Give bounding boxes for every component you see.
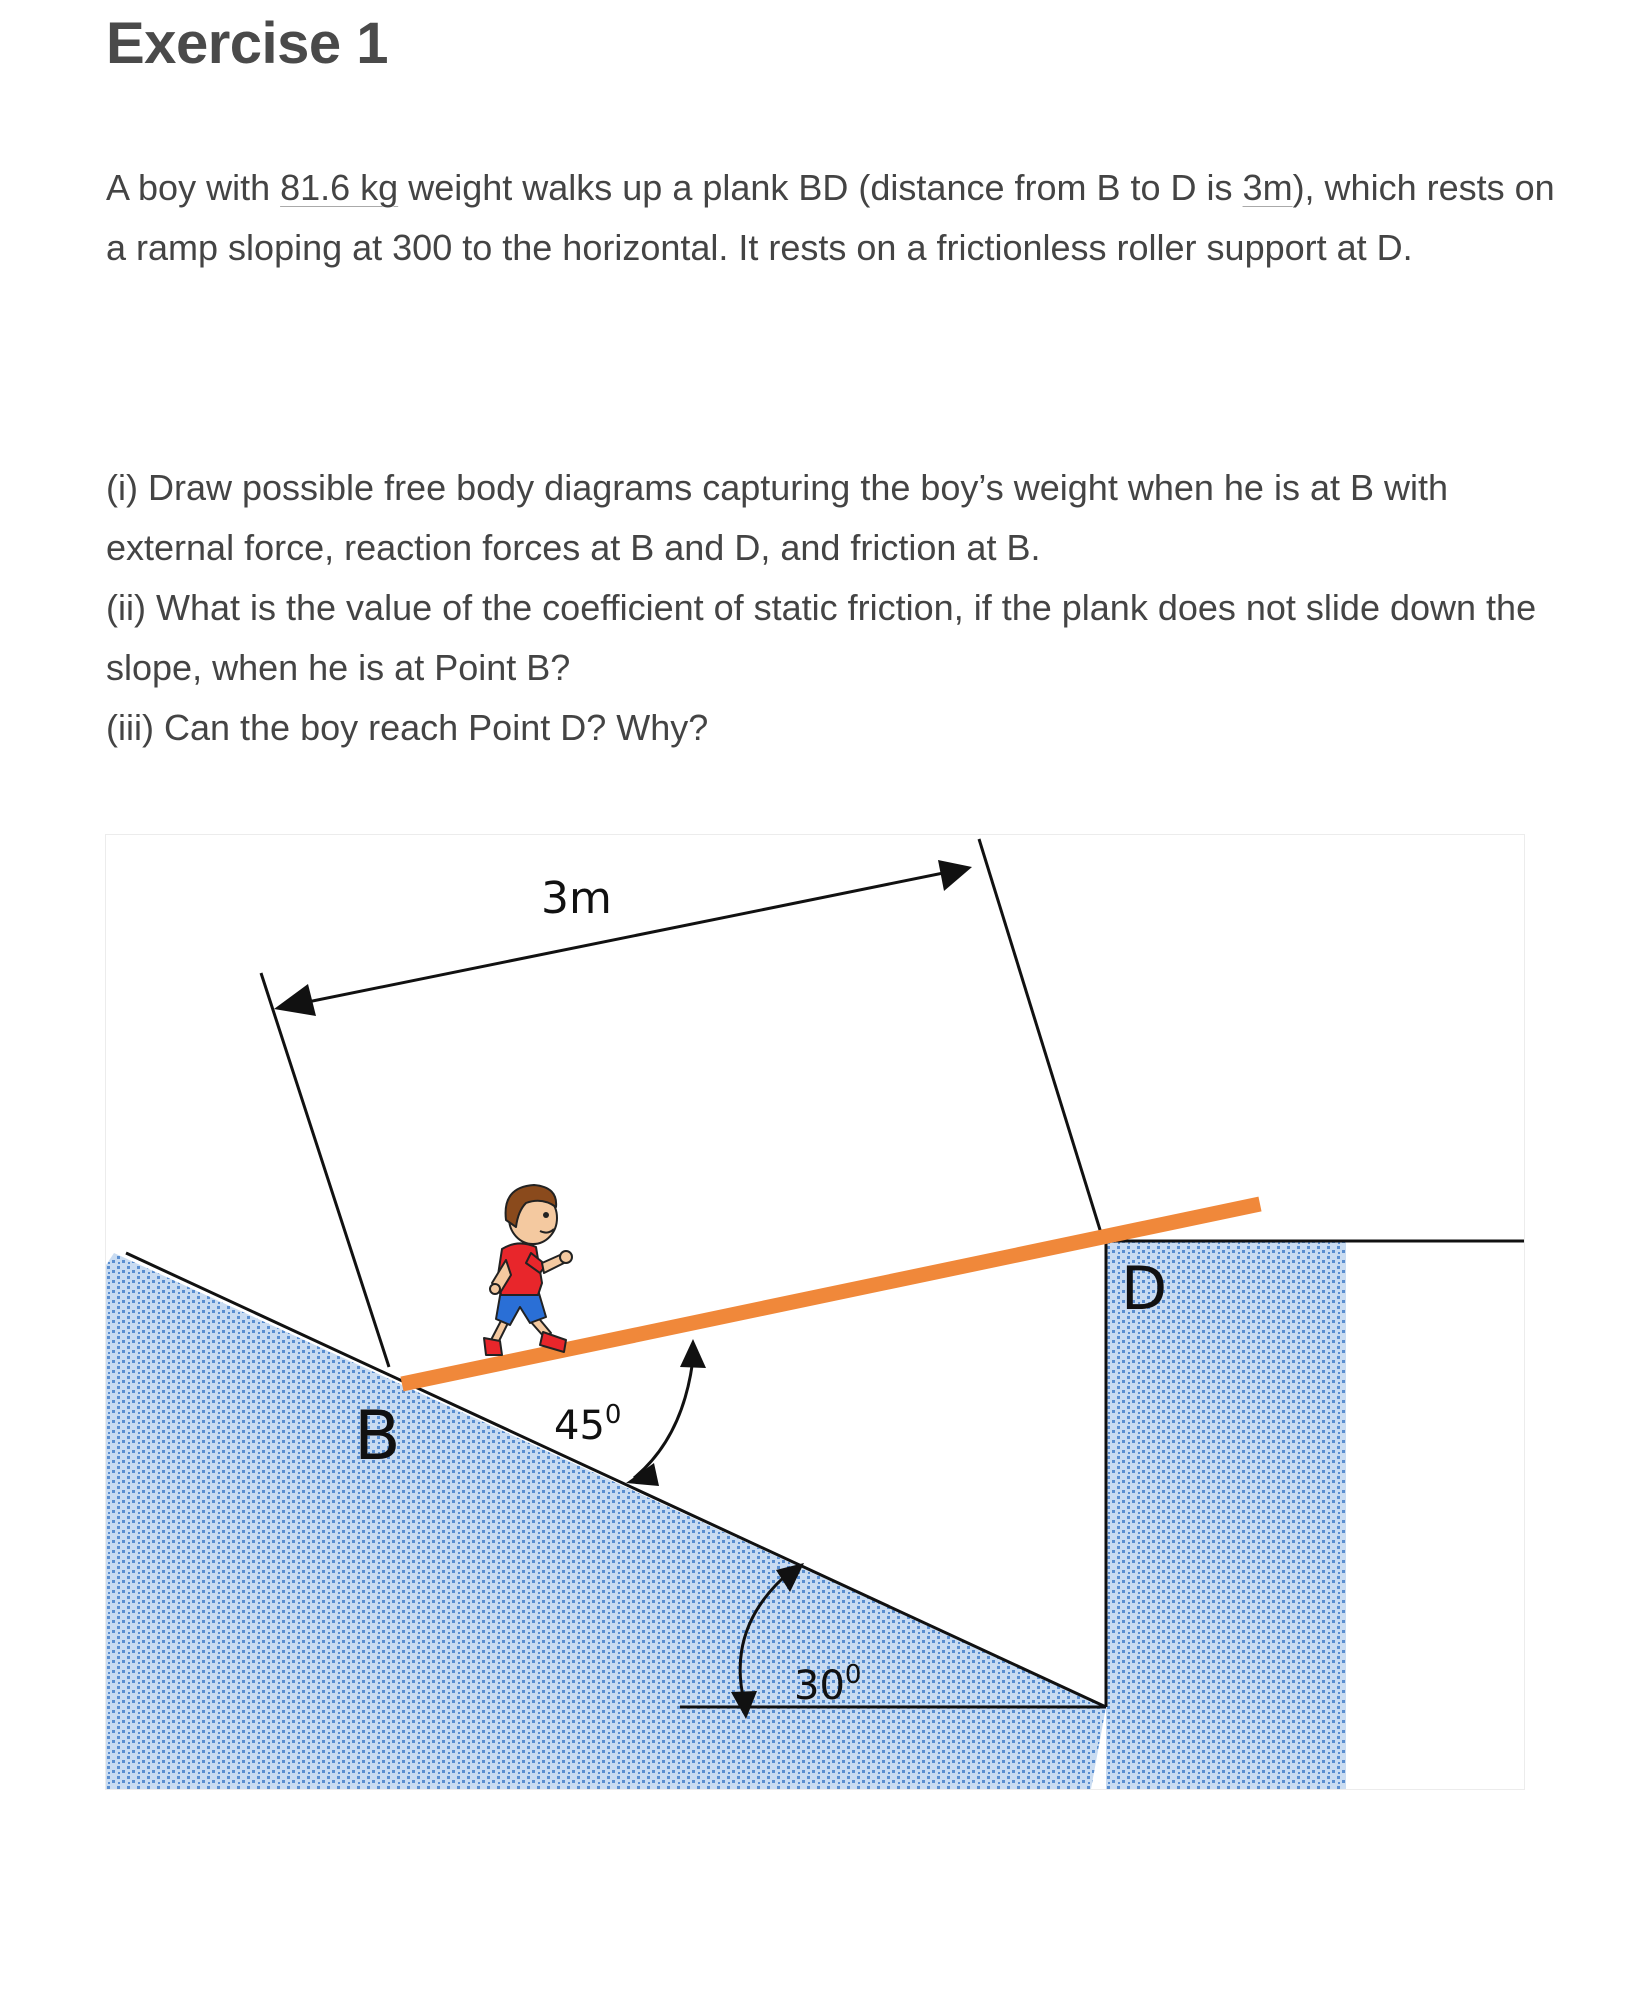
point-b-label: B — [354, 1397, 401, 1476]
angle-45-sup: 0 — [604, 1400, 622, 1430]
boy-illustration — [484, 1185, 572, 1355]
dim-arrow-right — [938, 860, 972, 891]
point-d-label: D — [1121, 1254, 1168, 1324]
problem-statement — [106, 158, 1556, 278]
dim-extension-d — [979, 839, 1101, 1233]
dim-arrow-left — [274, 984, 316, 1016]
length-label: 3m — [541, 873, 612, 924]
question-1: (i) Draw possible free body diagrams capturing the boy’s weight when he is at B with external force, reaction forces at B and D, and friction at B. — [106, 467, 1449, 568]
dim-extension-b — [261, 973, 389, 1367]
angle-30-sup: 0 — [844, 1660, 862, 1690]
distance-value: 3m — [1242, 167, 1293, 208]
figure-svg — [106, 835, 1524, 1789]
problem-intro-3: ), which rests on a ramp sloping at 300 to the horizontal. It rests on a frictionless roller support at D. — [106, 167, 1555, 268]
page-title: Exercise 1 — [106, 11, 389, 76]
question-2: (ii) What is the value of the coefficient of static friction, if the plank does not slide down the slope, when he is at Point B? — [106, 587, 1537, 688]
angle-arrow-45-bottom — [626, 1463, 659, 1486]
angle-45-label — [554, 1400, 621, 1449]
problem-intro-2: weight walks up a plank BD (distance from B to D is — [398, 167, 1243, 208]
angle-45-value: 45 — [554, 1403, 605, 1449]
ramp-plank-figure — [105, 834, 1525, 1790]
angle-arc-45 — [634, 1350, 694, 1478]
angle-arrow-45-top — [680, 1339, 706, 1368]
problem-intro-1: A boy with — [106, 167, 281, 208]
angle-30-value: 30 — [794, 1663, 845, 1709]
dim-arrow-line — [278, 868, 968, 1008]
weight-value: 81.6 kg — [280, 167, 399, 208]
question-3: (iii) Can the boy reach Point D? Why? — [106, 707, 709, 748]
questions-block — [106, 458, 1556, 758]
ramp-ground — [106, 1253, 1106, 1789]
